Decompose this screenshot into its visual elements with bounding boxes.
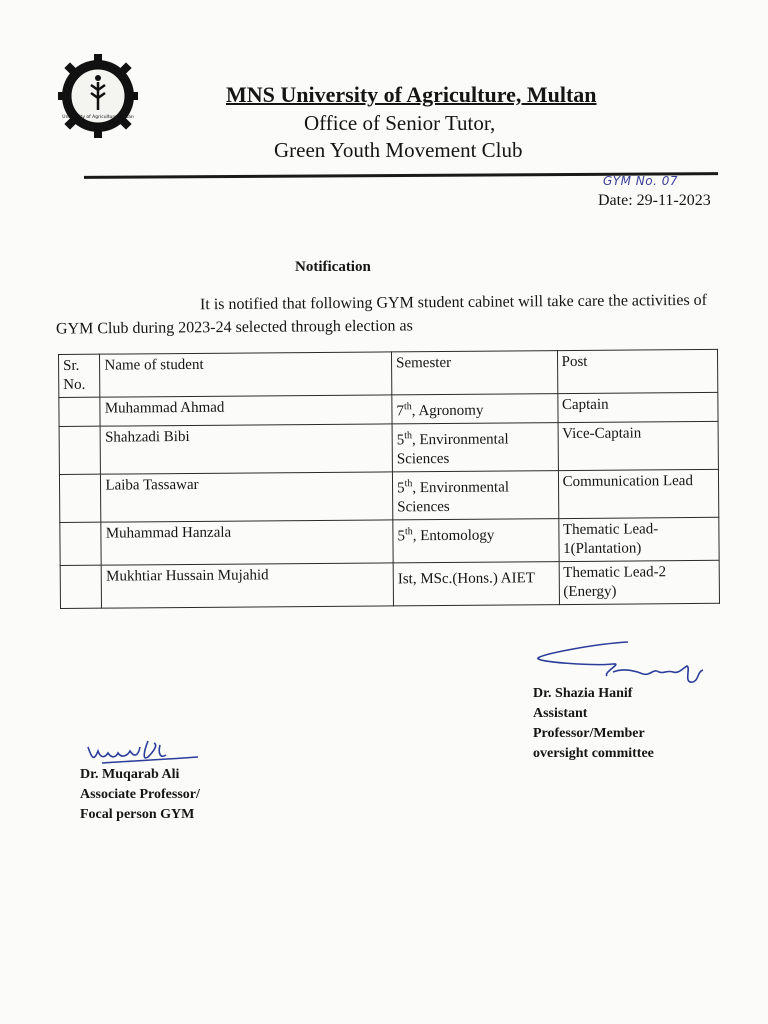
signatory-right [533,684,654,764]
notification-text-line2: GYM Club during 2023-24 selected through election as [55,317,413,338]
header-post: Post [557,349,718,393]
table-header-row [59,349,718,397]
header-semester: Semester [392,351,558,395]
signatory-name: Dr. Shazia Hanif [533,686,633,701]
student-name: Muhammad Ahmad [100,395,392,426]
notice-date: Date: 29-11-2023 [598,192,711,209]
office-title: Office of Senior Tutor, [304,111,496,135]
cabinet-table [58,349,720,609]
signatory-title: Focal person GYM [80,807,195,822]
student-semester: 5th, Environmental Sciences [392,471,558,520]
student-post: Thematic Lead-2 (Energy) [559,560,720,604]
table-row [59,421,718,474]
header-name: Name of student [100,352,392,397]
table-row [60,517,719,565]
sr-cell [60,522,102,565]
signatory-title: Assistant [533,706,588,721]
signatory-name: Dr. Muqarab Ali [80,767,180,782]
student-name: Shahzadi Bibi [100,424,392,474]
signature-shazia-hanif [533,632,713,692]
header-sr-no: Sr. No. [59,354,101,397]
student-post: Communication Lead [558,469,719,518]
club-title: Green Youth Movement Club [274,138,523,162]
signatory-title: oversight committee [533,746,654,761]
student-post: Thematic Lead-1(Plantation) [558,517,719,561]
student-semester: 5th, Environmental Sciences [392,423,558,472]
student-name: Muhammad Hanzala [101,520,393,565]
signatory-title: Professor/Member [533,726,645,741]
student-semester: 5th, Entomology [393,519,559,563]
sr-cell [59,426,101,474]
gym-reference-number: GYM No. 07 [603,174,679,188]
student-post: Captain [557,392,718,422]
student-name: Laiba Tassawar [101,472,393,522]
sr-cell [59,397,101,426]
university-logo [58,46,138,144]
notification-heading: Notification [295,259,371,275]
student-name: Mukhtiar Hussain Mujahid [102,563,394,608]
sr-cell [59,474,101,522]
university-title: MNS University of Agriculture, Multan [226,82,597,107]
table-row [60,560,719,608]
logo-text: University of Agriculture Multan [62,115,134,120]
student-semester: Ist, MSc.(Hons.) AIET [393,562,559,606]
signatory-title: Associate Professor/ [80,787,200,802]
student-semester: 7th, Agronomy [392,394,558,424]
sr-cell [60,565,102,608]
student-post: Vice-Captain [558,421,719,470]
notification-text-line1: It is notified that following GYM student cabinet will take care the activities of [199,291,708,314]
table-row [59,469,718,522]
signatory-left [80,765,200,825]
